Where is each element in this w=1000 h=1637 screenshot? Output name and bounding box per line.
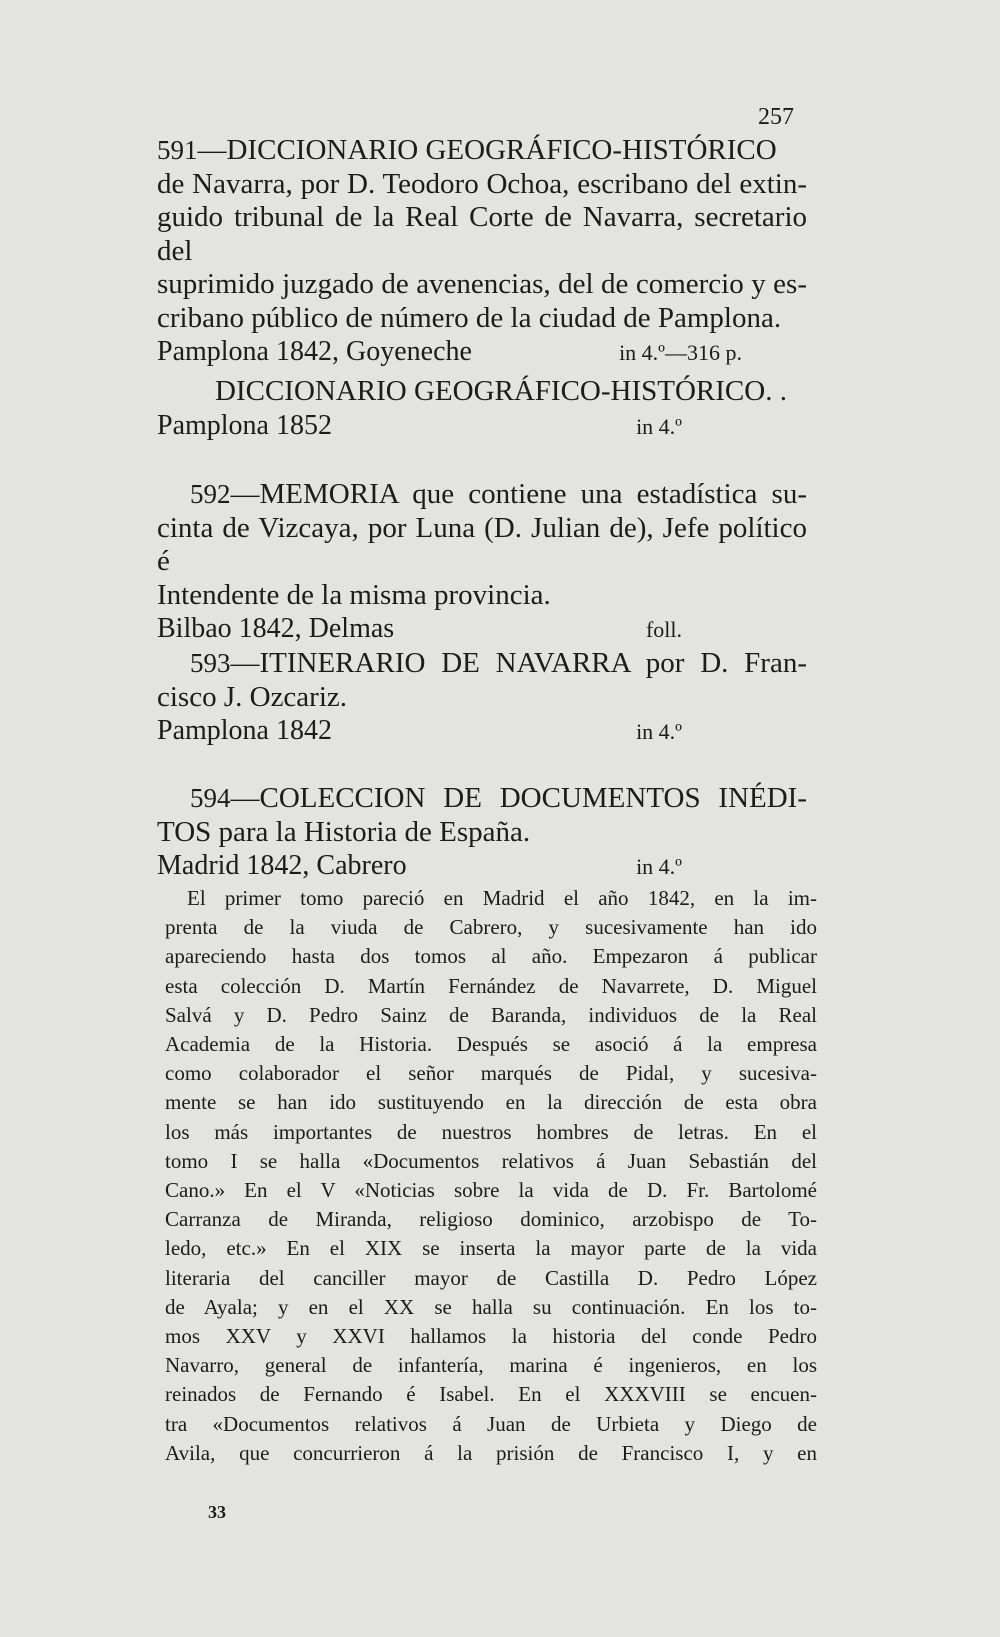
note-line: Cano.» En el V «Noticias sobre la vida de D. Fr. Bartolomé — [165, 1178, 817, 1203]
entry-heading-line — [157, 478, 807, 512]
note-line: como colaborador el señor marqués de Pidal, y sucesiva- — [165, 1061, 817, 1086]
entry-imprint — [157, 714, 807, 749]
imprint-place: Pamplona 1842 — [157, 715, 332, 746]
note-line: Avila, que concurrieron á la prisión de Francisco I, y en — [165, 1440, 817, 1465]
entry-text-line: cinta de Vizcaya, por Luna (D. Julian de), Jefe político é — [157, 511, 807, 577]
entry-594 — [157, 782, 807, 884]
note-line: prenta de la viuda de Cabrero, y sucesivamente han ido — [165, 915, 817, 940]
note-line: tra «Documentos relativos á Juan de Urbieta y Diego de — [165, 1411, 817, 1436]
imprint-place: Bilbao 1842, Delmas — [157, 613, 395, 644]
note-line: apareciendo hasta dos tomos al año. Empezaron á publicar — [165, 944, 817, 969]
entry-imprint — [157, 409, 807, 444]
entry-title: —MEMORIA que contiene una estadística su- — [230, 478, 807, 510]
entry-title: —DICCIONARIO GEOGRÁFICO-HISTÓRICO — [197, 134, 777, 166]
entry-number: 593 — [190, 648, 231, 678]
imprint-format: in 4.º — [636, 854, 682, 879]
entry-text-line: cisco J. Ozcariz. — [157, 680, 348, 713]
entry-591 — [157, 134, 807, 370]
note-line: tomo I se halla «Documentos relativos á Juan Sebastián del — [165, 1148, 817, 1173]
entry-593 — [157, 647, 807, 749]
entry-text-line: suprimido juzgado de avenencias, del de comercio y es- — [157, 268, 807, 300]
note-line: esta colección D. Martín Fernández de Navarrete, D. Miguel — [165, 973, 817, 998]
note-line: mente se han ido sustituyendo en la dirección de esta obra — [165, 1090, 817, 1115]
entry-imprint — [157, 335, 807, 370]
entry-heading-line — [157, 782, 807, 816]
note-line: Carranza de Miranda, religioso dominico, arzobispo de To- — [165, 1207, 817, 1232]
entry-number: 591 — [157, 135, 198, 165]
entry-592 — [157, 478, 807, 647]
note-line: de Ayala; y en el XX se halla su continuación. En los to- — [165, 1294, 817, 1319]
note-line: Navarro, general de infantería, marina é ingenieros, en los — [165, 1353, 817, 1378]
sheet-signature-mark: 33 — [208, 1502, 226, 1522]
note-line: reinados de Fernando é Isabel. En el XXXVIII se encuen- — [165, 1382, 817, 1407]
entry-heading-line — [157, 134, 807, 168]
entry-title: DICCIONARIO GEOGRÁFICO-HISTÓRICO. . — [215, 375, 787, 407]
note-line: literaria del canciller mayor de Castilla D. Pedro López — [165, 1265, 817, 1290]
page-number: 257 — [758, 104, 794, 130]
entry-text-line: cribano público de número de la ciudad de Pamplona. — [157, 301, 782, 334]
entry-title: —ITINERARIO DE NAVARRA por D. Fran- — [230, 647, 807, 679]
entry-imprint — [157, 849, 807, 884]
entry-text-line: guido tribunal de la Real Corte de Navarra, secretario del — [157, 201, 807, 267]
note-line: mos XXV y XXVI hallamos la historia del conde Pedro — [165, 1324, 817, 1349]
entry-title: —COLECCION DE DOCUMENTOS INÉDI- — [230, 782, 807, 814]
note-line: El primer tomo pareció en Madrid el año 1842, en la im- — [187, 886, 817, 910]
imprint-place: Madrid 1842, Cabrero — [157, 850, 407, 881]
entry-number: 594 — [190, 783, 231, 813]
imprint-format: in 4.º—316 p. — [619, 340, 742, 365]
entry-text-line: Intendente de la misma provincia. — [157, 578, 551, 611]
imprint-format: in 4.º — [636, 719, 682, 744]
entry-heading-line — [157, 647, 807, 681]
note-line: Salvá y D. Pedro Sainz de Baranda, individuos de la Real — [165, 1002, 817, 1027]
entry-591-second-edition — [157, 375, 807, 443]
imprint-place: Pamplona 1842, Goyeneche — [157, 336, 472, 367]
imprint-format: in 4.º — [636, 413, 682, 439]
entry-number: 592 — [190, 479, 231, 509]
imprint-place: Pamplona 1852 — [157, 409, 332, 441]
note-line: ledo, etc.» En el XIX se inserta la mayor parte de la vida — [165, 1236, 817, 1261]
entry-text-line: TOS para la Historia de España. — [157, 815, 531, 848]
entry-594-note — [165, 884, 817, 1468]
note-line: los más importantes de nuestros hombres de letras. En el — [165, 1119, 817, 1144]
imprint-format: foll. — [645, 617, 682, 642]
entry-text-line: de Navarra, por D. Teodoro Ochoa, escribano del extin- — [157, 167, 807, 200]
entry-imprint — [157, 612, 807, 647]
note-line: Academia de la Historia. Después se asoció á la empresa — [165, 1032, 817, 1057]
